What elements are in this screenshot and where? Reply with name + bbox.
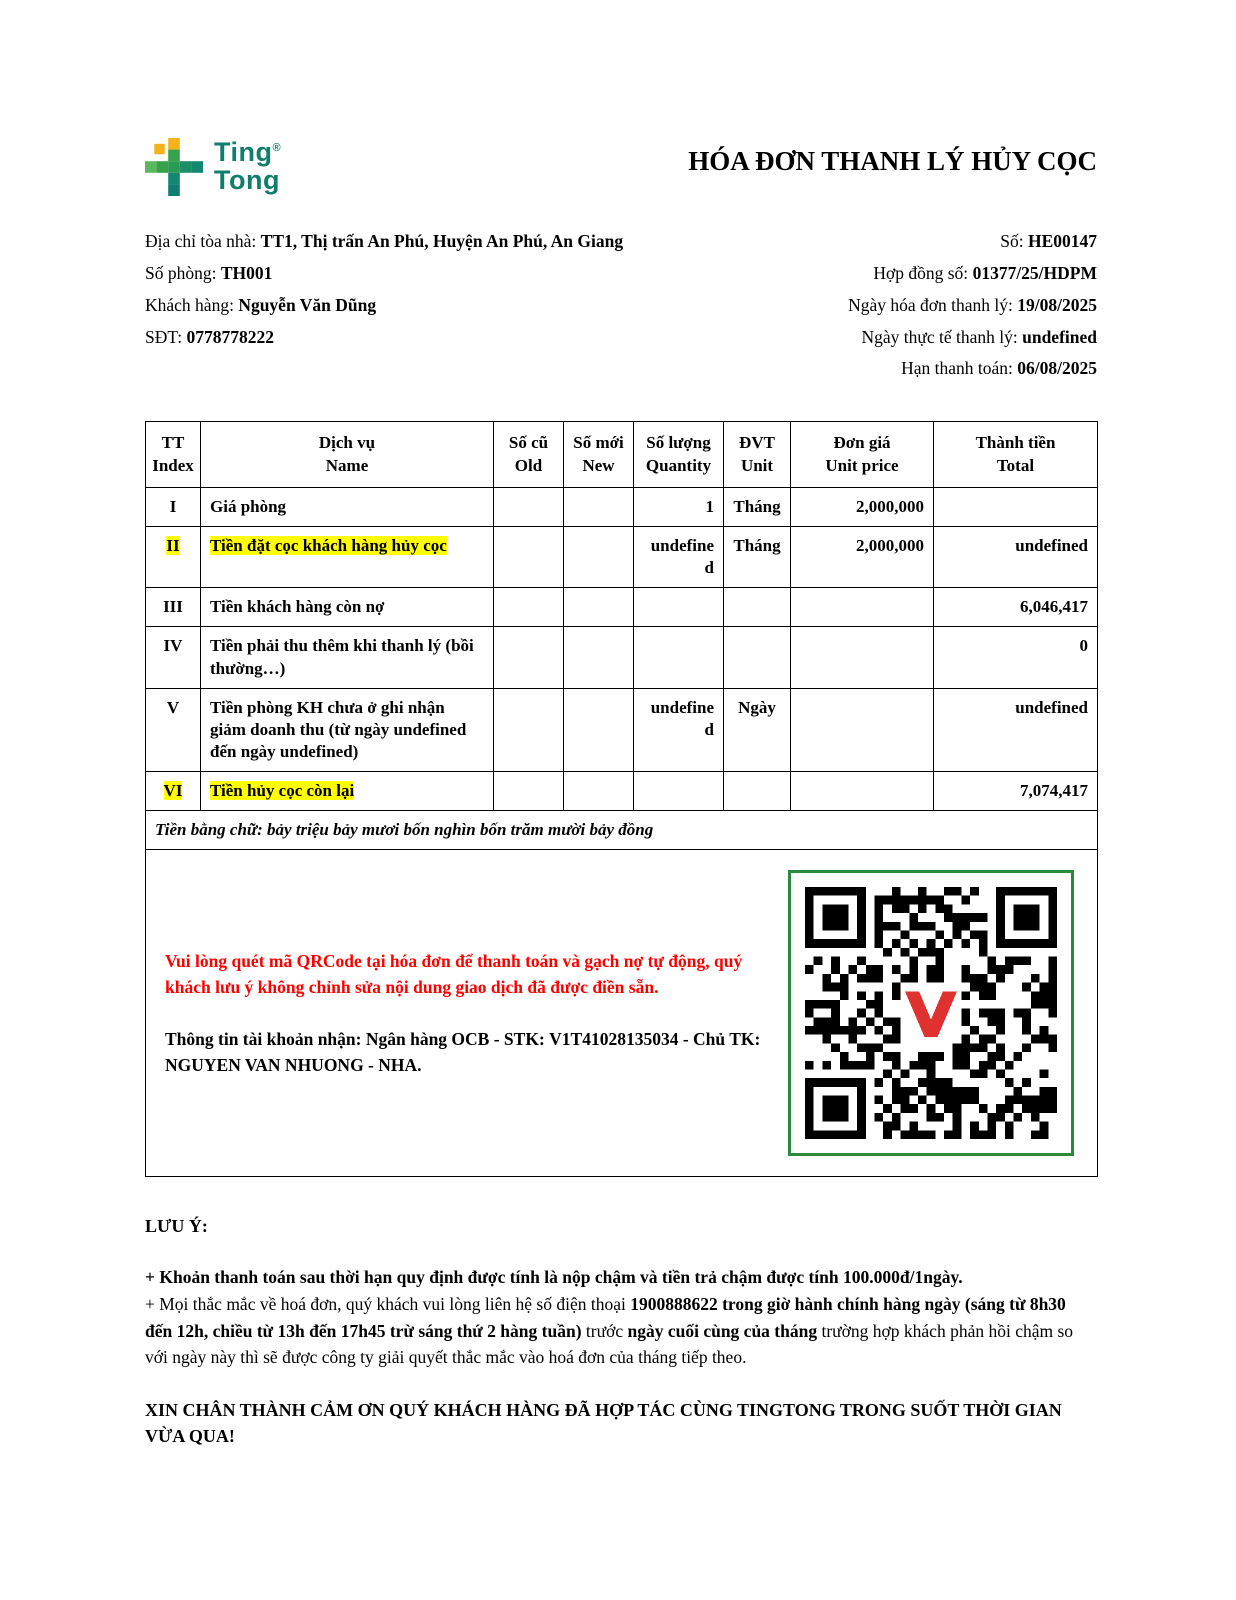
table-row	[146, 627, 1098, 688]
registered-mark: ®	[272, 142, 282, 155]
cell-new	[564, 627, 634, 688]
cell-unit	[724, 588, 791, 627]
logo-word-2: Tong	[214, 165, 280, 195]
cell-qty	[634, 588, 724, 627]
account-label: Thông tin tài khoản nhận: Ngân hàng OCB - STK:	[165, 1029, 550, 1050]
cell-service	[201, 771, 494, 810]
qr-code-svg	[805, 887, 1057, 1139]
amount-in-words-cell	[146, 811, 1098, 850]
cell-new	[564, 527, 634, 588]
contract-label: Hợp đồng số:	[873, 262, 973, 283]
due-date-label: Hạn thanh toán:	[901, 358, 1018, 379]
account-number: V1T41028135034	[549, 1029, 679, 1050]
cell-old	[494, 527, 564, 588]
hotline-number: 1900888622 trong giờ hành chính hàng ngày (sáng từ 8h30 đến 12h, chiều từ 13h đến 17h45 trừ sáng thứ 2 hàng tuần)	[145, 1294, 1066, 1341]
amount-in-words-row	[146, 811, 1098, 850]
highlighted-text: VI	[163, 780, 183, 800]
cell-price	[791, 627, 934, 688]
cell-price	[791, 688, 934, 771]
contact-note	[145, 1291, 1097, 1371]
cell-unit: Tháng	[724, 488, 791, 527]
notes-block	[145, 1264, 1097, 1370]
amount-in-words-value: bảy triệu bảy mươi bốn nghìn bốn trăm mười bảy đồng	[262, 820, 654, 840]
cell-price	[791, 771, 934, 810]
payment-row	[146, 850, 1098, 1177]
highlighted-text: II	[166, 536, 180, 556]
cell-service: Tiền khách hàng còn nợ	[201, 588, 494, 627]
header-new: Số mới New	[564, 422, 634, 488]
invoice-title: HÓA ĐƠN THANH LÝ HỦY CỌC	[688, 146, 1097, 176]
invoice-number-label: Số:	[1000, 231, 1028, 251]
invoice-date-value: 19/08/2025	[1017, 294, 1097, 315]
qr-payment-note: Vui lòng quét mã QRCode tại hóa đơn để thanh toán và gạch nợ tự động, quý khách lưu ý không chỉnh sửa nội dung giao dịch đã được điền sẵn.	[165, 950, 743, 997]
cell-tt: I	[146, 488, 201, 527]
page-content	[145, 138, 1097, 1449]
header-price: Đơn giá Unit price	[791, 422, 934, 488]
invoice-meta	[848, 226, 1097, 385]
actual-date-line	[848, 322, 1097, 354]
late-fee-note: + Khoản thanh toán sau thời hạn quy định được tính là nộp chậm và tiền trả chậm được tính 100.000đ/1ngày.	[145, 1267, 963, 1288]
invoice-number-value: HE00147	[1027, 231, 1097, 251]
cell-qty: undefined	[634, 527, 724, 588]
invoice-date-label: Ngày hóa đơn thanh lý:	[848, 294, 1018, 315]
cell-unit: Ngày	[724, 688, 791, 771]
cell-qty	[634, 771, 724, 810]
actual-date-label: Ngày thực tế thanh lý:	[861, 326, 1023, 347]
actual-date-value: undefined	[1022, 326, 1097, 347]
header-tt: TT Index	[146, 422, 201, 488]
cell-tt	[146, 771, 201, 810]
cell-qty: undefined	[634, 688, 724, 771]
cell-service: Tiền phải thu thêm khi thanh lý (bồi thường…)	[201, 627, 494, 688]
cell-service: Giá phòng	[201, 488, 494, 527]
cell-price	[791, 588, 934, 627]
customer-info	[145, 226, 623, 385]
customer-name-value: Nguyễn Văn Dũng	[238, 294, 377, 315]
cell-old	[494, 688, 564, 771]
address-line	[145, 226, 623, 258]
table-row	[146, 771, 1098, 810]
cell-old	[494, 588, 564, 627]
account-info	[165, 1026, 764, 1079]
header-qty: Số lượng Quantity	[634, 422, 724, 488]
payment-info	[165, 948, 768, 1079]
cell-tt: III	[146, 588, 201, 627]
header-service: Dịch vụ Name	[201, 422, 494, 488]
highlighted-text: Tiền đặt cọc khách hàng hủy cọc	[210, 536, 447, 556]
vietqr-v-icon	[905, 991, 957, 1037]
notes-heading: LƯU Ý:	[145, 1216, 208, 1237]
cell-service: Tiền phòng KH chưa ở ghi nhận giảm doanh thu (từ ngày undefined đến ngày undefined)	[201, 688, 494, 771]
room-label: Số phòng:	[145, 262, 221, 283]
header-unit: ĐVT Unit	[724, 422, 791, 488]
cell-total: 0	[934, 627, 1098, 688]
room-line	[145, 258, 623, 290]
tingtong-plus-icon	[145, 138, 203, 196]
logo-text	[214, 139, 281, 194]
contract-value: 01377/25/HDPM	[972, 262, 1097, 283]
cell-new	[564, 588, 634, 627]
info-row	[145, 226, 1097, 385]
cell-total: undefined	[934, 688, 1098, 771]
qr-code	[788, 870, 1074, 1156]
cell-unit	[724, 627, 791, 688]
header-total: Thành tiền Total	[934, 422, 1098, 488]
cell-old	[494, 488, 564, 527]
address-value: TT1, Thị trấn An Phú, Huyện An Phú, An Giang	[260, 231, 624, 251]
account-mid: - Chủ TK:	[678, 1029, 761, 1050]
tingtong-logo	[145, 138, 281, 196]
account-holder: NGUYEN VAN NHUONG - NHA	[165, 1055, 418, 1076]
header-row	[145, 138, 1097, 196]
cell-price: 2,000,000	[791, 488, 934, 527]
table-row	[146, 688, 1098, 771]
table-row	[146, 488, 1098, 527]
invoice-date-line	[848, 290, 1097, 322]
table-row	[146, 527, 1098, 588]
thanks-note: XIN CHÂN THÀNH CẢM ƠN QUÝ KHÁCH HÀNG ĐÃ HỢP TÁC CÙNG TINGTONG TRONG SUỐT THỜI GIAN VỪA QUA!	[145, 1399, 1062, 1446]
due-date-line	[848, 353, 1097, 385]
amount-in-words-label: Tiền bằng chữ:	[155, 820, 263, 840]
table-header-row	[146, 422, 1098, 488]
footer	[145, 1213, 1097, 1449]
cell-total	[934, 488, 1098, 527]
room-value: TH001	[220, 262, 273, 283]
cell-tt: V	[146, 688, 201, 771]
account-end: .	[417, 1055, 422, 1076]
address-label: Địa chỉ tòa nhà:	[145, 231, 261, 251]
highlighted-text: Tiền hủy cọc còn lại	[210, 780, 355, 800]
due-date-value: 06/08/2025	[1017, 358, 1097, 379]
phone-value: 0778778222	[186, 326, 274, 347]
cell-total: undefined	[934, 527, 1098, 588]
cell-service	[201, 527, 494, 588]
cell-tt: IV	[146, 627, 201, 688]
cell-price: 2,000,000	[791, 527, 934, 588]
cell-unit: Tháng	[724, 527, 791, 588]
customer-name-line	[145, 290, 623, 322]
contact-note-part3: trường hợp khách phản hồi chậm so với ngày này thì sẽ được công ty giải quyết thắc mắc vào hoá đơn của tháng tiếp theo.	[145, 1320, 1074, 1368]
logo-word-1: Ting®	[214, 137, 282, 168]
cell-total: 6,046,417	[934, 588, 1098, 627]
deadline-emphasis: ngày cuối cùng của tháng	[627, 1320, 818, 1341]
phone-label: SĐT:	[145, 326, 187, 347]
invoice-table	[145, 421, 1098, 1177]
contact-note-part2: trước	[581, 1320, 628, 1341]
cell-qty	[634, 627, 724, 688]
cell-new	[564, 688, 634, 771]
contract-line	[848, 258, 1097, 290]
cell-total: 7,074,417	[934, 771, 1098, 810]
contact-note-part1: + Mọi thắc mắc về hoá đơn, quý khách vui lòng liên hệ số điện thoại	[145, 1294, 631, 1315]
phone-line	[145, 322, 623, 354]
cell-old	[494, 627, 564, 688]
customer-name-label: Khách hàng:	[145, 294, 239, 315]
cell-unit	[724, 771, 791, 810]
header-old: Số cũ Old	[494, 422, 564, 488]
invoice-number-line	[848, 226, 1097, 258]
cell-qty: 1	[634, 488, 724, 527]
cell-new	[564, 771, 634, 810]
cell-new	[564, 488, 634, 527]
cell-old	[494, 771, 564, 810]
payment-cell	[146, 850, 1098, 1177]
cell-tt	[146, 527, 201, 588]
table-row	[146, 588, 1098, 627]
